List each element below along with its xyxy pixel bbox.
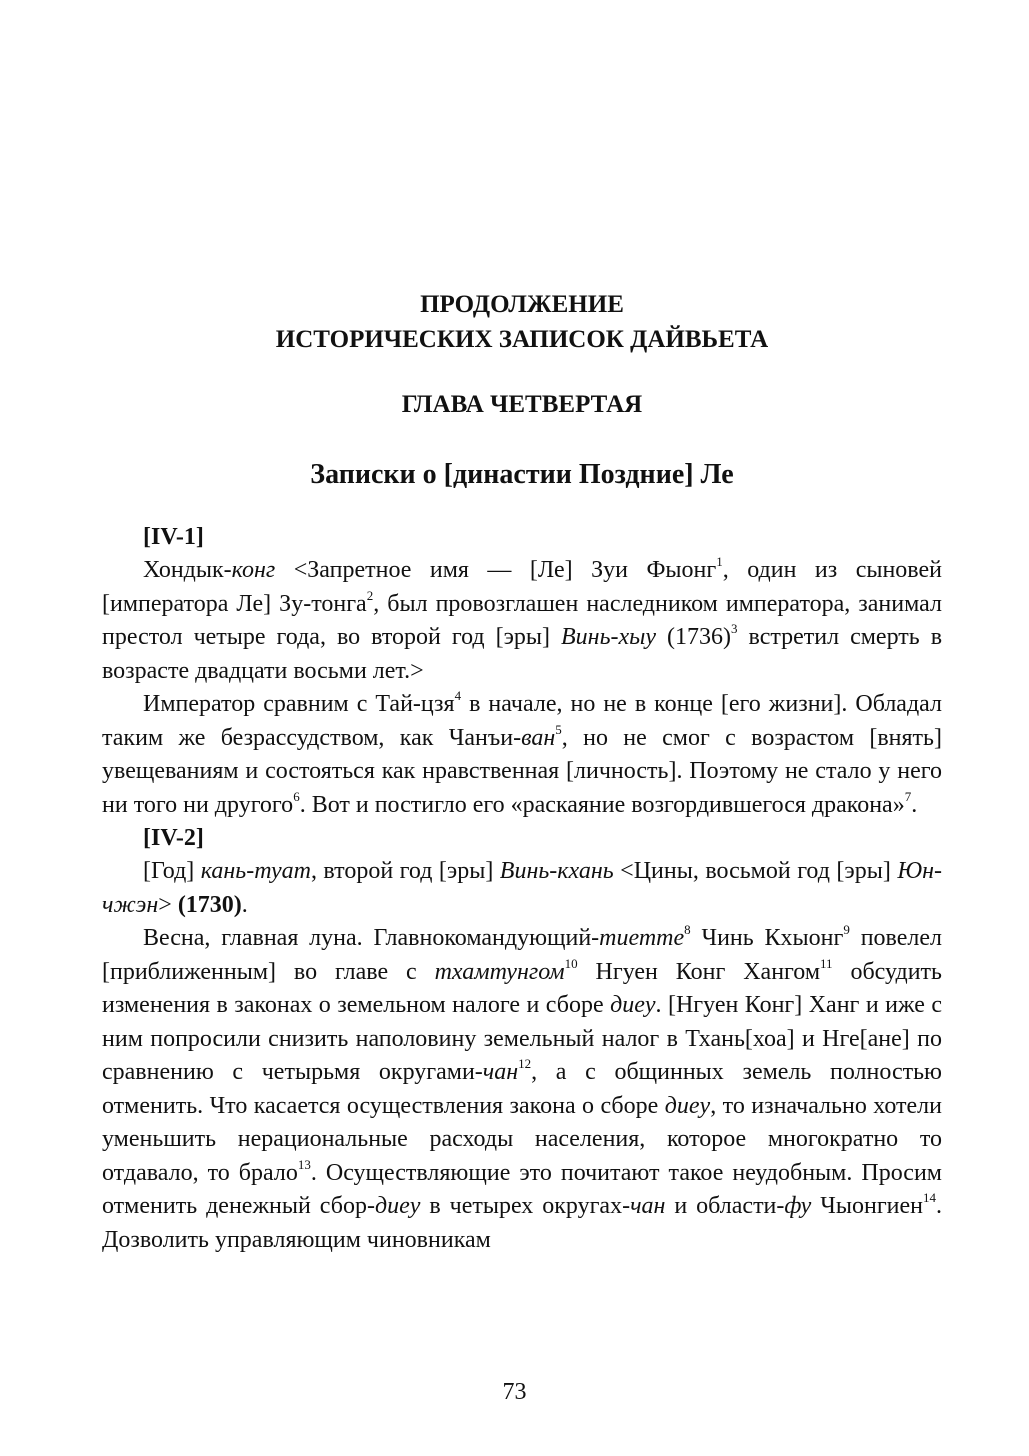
paragraph-4: Весна, главная луна. Главнокомандующий-тиетте$^8$ Чинь Кхыонг$^9$ повелел [приближенным] во главе с тхамтунгом$^{10}$ Нгуен Конг Хангом$^{11}$ обсудить изменения в законах о земельном налоге и сборе диеу. [Нгуен Конг] Ханг и иже с ним попросили снизить наполовину земельный налог в Тхань[хоа] и Нге[ане] по сравнению с четырьмя округами-чан$^{12}$, а с общинных земель полностью отменить. Что касается осуществления закона о сборе диеу, то изначально хотели уменьшить нерациональные расходы населения, которое многократно то отдавало, то брало$^{13}$. Осуществляющие это почитают такое неудобным. Просим отменить денежный сбор-диеу в четырех округах-чан и области-фу Чыонгиен$^{14}$. Дозволить управляющим чиновникам — [102, 922, 943, 1253]
paragraph-3: [Год] кань-туат, второй год [эры] Винь-кхань <Цины, восьмой год [эры] Юн-чжэн> (1730). — [102, 858, 942, 918]
footnote-marker: 8 — [684, 922, 691, 937]
italic-term: Винь-кхань — [499, 858, 614, 884]
italic-term: Юн-чжэн — [102, 858, 942, 918]
title-line-1: ПРОДОЛЖЕНИЕ — [420, 291, 624, 318]
footnote-marker: 10 — [564, 955, 578, 971]
italic-term: диеу — [664, 1092, 711, 1119]
paragraph-1: Хондык-конг <Запретное имя — [Ле] Зуи Фыонг$^1$, один из сыновей [императора Ле] Зу-тонга$^2$, был провозглашен наследником императора, занимал престол четыре года, во второй год [эры] Винь-хыу $(1736)^3$ встретил смерть в возрасте двадцати восьми лет.> — [102, 554, 943, 684]
entry-label-iv-2: [IV-2] — [143, 825, 204, 851]
italic-term: ван — [521, 724, 556, 751]
italic-term: диеу — [374, 1193, 421, 1219]
footnote-marker: 11 — [820, 955, 833, 971]
entry-label-iv-1: [IV-1] — [143, 524, 204, 550]
chapter-heading: ГЛАВА ЧЕТВЕРТАЯ — [401, 391, 643, 418]
footnote-marker: 12 — [518, 1056, 532, 1071]
footnote-marker: 1 — [716, 554, 723, 569]
page-number: 73 — [502, 1379, 527, 1405]
footnote-marker: 2 — [366, 587, 374, 603]
footnote-marker: 14 — [923, 1190, 937, 1205]
bold-year: (1730) — [177, 891, 242, 918]
footnote-marker: 6 — [293, 788, 300, 804]
italic-term: кань-туат — [200, 858, 311, 884]
section-subtitle: Записки о [династии Поздние] Ле — [310, 459, 734, 490]
italic-term: тиетте — [599, 925, 685, 951]
italic-term: диеу — [610, 992, 656, 1018]
italic-term: Винь-хыу — [561, 624, 657, 650]
footnote-marker: 4 — [454, 688, 462, 703]
italic-term: чан — [630, 1193, 666, 1219]
footnote-marker: 9 — [843, 922, 850, 937]
paragraph-2: Император сравним с Тай-цзя$^4$ в начале, но не в конце [его жизни]. Обладал таким же безрассудством, как Чанъи-ван$^5$, но не смог с возрастом [внять] увещеваниям и состояться как нравственная [личность]. Поэтому не стало у него ни того ни другого$^6$. Вот и постигло его «раскаяние возгордившегося дракона»$^7$. — [102, 688, 943, 818]
title-line-2: ИСТОРИЧЕСКИХ ЗАПИСОК ДАЙВЬЕТА — [275, 326, 769, 353]
footnote-marker: 7 — [904, 788, 912, 804]
footnote-marker: 3 — [731, 621, 738, 636]
footnote-marker: 13 — [297, 1156, 311, 1172]
italic-term: фу — [784, 1193, 812, 1219]
footnote-marker: 5 — [555, 721, 562, 737]
italic-term: чан — [482, 1059, 519, 1085]
page — [102, 0, 942, 1257]
italic-term: конг — [231, 557, 276, 583]
italic-term: тхамтунгом — [434, 958, 565, 985]
